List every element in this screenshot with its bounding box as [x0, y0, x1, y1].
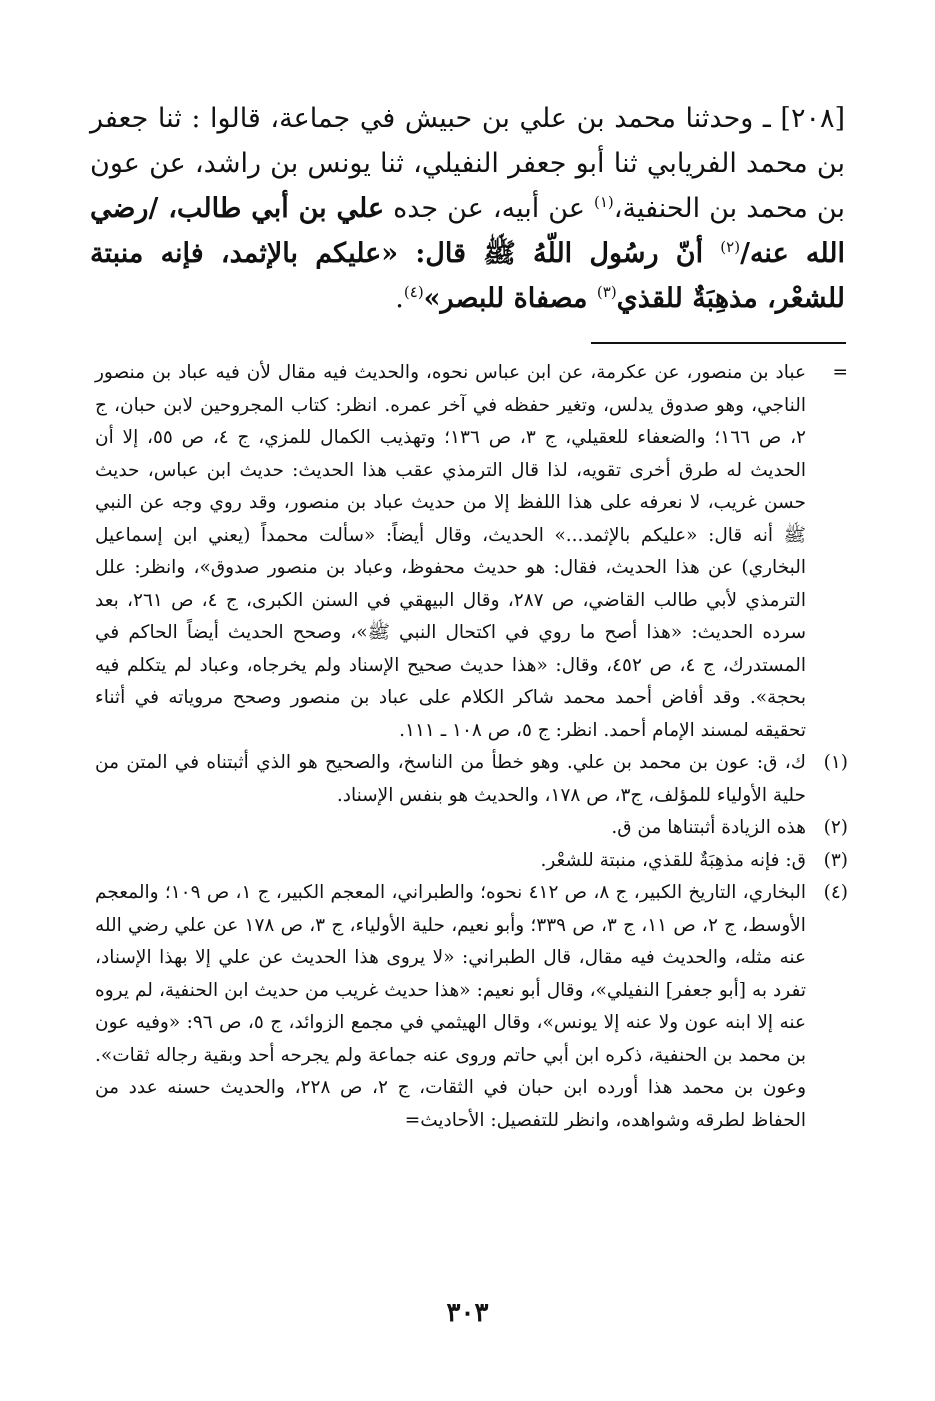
footnote-text: ق: فإنه مذهِبَةٌ للقذي، منبتة للشعْر.: [540, 849, 806, 871]
hadith-intro: [٢٠٨] ـ وحدثنا محمد بن علي بن حبيش في جماعة، قالوا : ثنا جعفر بن محمد الفريابي ثنا أبو جعفر النفيلي، ثنا يونس بن راشد، عن عون بن محمد بن الحنفية،: [90, 103, 845, 224]
footnote-text: عباد بن منصور، عن عكرمة، عن ابن عباس نحوه، والحديث فيه مقال لأن فيه عباد بن منصور الناجي، وهو صدوق يدلس، وتغير حفظه في آخر عمره. انظر: كتاب المجروحين لابن حبان، ج ٢، ص ١٦٦؛ والضعفاء للعقيلي، ج ٣، ص ١٣٦؛ وتهذيب الكمال للمزي، ج ٤، ص ٥٥، إلا أن الحديث له طرق أخرى تقويه، لذا قال الترمذي عقب هذا الحديث: حديث ابن عباس، حديث حسن غريب، لا نعرفه على هذا اللفظ إلا من حديث عباد بن منصور، وقد روي وجه عن النبي ﷺ أنه قال: «عليكم بالإثمد...» الحديث، وقال أيضاً: «سألت محمداً (يعني ابن إسماعيل البخاري) عن هذا الحديث، فقال: هو حديث محفوظ، وعباد بن منصور صدوق»، وانظر: علل الترمذي لأبي طالب القاضي، ص ٢٨٧، وقال البيهقي في السنن الكبرى، ج ٤، ص ٢٦١، بعد سرده الحديث: «هذا أصح ما روي في اكتحال النبي ﷺ»، وصحح الحديث أيضاً الحاكم في المستدرك، ج ٤، ص ٤٥٢، وقال: «هذا حديث صحيح الإسناد ولم يخرجاه، وعباد لم يتكلم فيه بحجة». وقد أفاض أحمد محمد شاكر الكلام على عباد بن منصور وصحح مروياته في أثناء تحقيقه لمسند الإمام أحمد. انظر: ج ٥، ص ١٠٨ ـ ١١١.: [95, 362, 807, 741]
footnote-marker: (٢): [823, 817, 848, 838]
footnote-ref-3[interactable]: (٣): [596, 283, 617, 301]
hadith-chain-end: عن أبيه، عن جده: [384, 193, 594, 224]
footnote-ref-4[interactable]: (٤): [403, 283, 424, 301]
footnote-marker: (٤): [823, 882, 848, 903]
footnote-marker: =: [832, 362, 848, 383]
hadith-text: [90, 96, 845, 321]
footnote-separator: [591, 342, 846, 344]
footnote-4: [95, 877, 848, 1137]
hadith-period: .: [395, 283, 404, 314]
hadith-matn: أنّ رسُول اللّهُ ﷺ قال: «عليكم بالإثمد، فإنه منبتة للشعْر، مذهِبَةٌ للقذي: [90, 238, 845, 314]
footnote-1: [95, 747, 848, 812]
footnote-marker: (١): [823, 752, 848, 773]
hadith-matn-end: مصفاة للبصر»: [423, 283, 597, 314]
footnote-marker: (٣): [823, 849, 848, 871]
narrator-name: علي بن أبي طالب، /رضي الله عنه/: [90, 193, 845, 269]
page-number: ٣٠٣: [446, 1298, 489, 1328]
footnote-text: ك، ق: عون بن محمد بن علي. وهو خطأ من الناسخ، والصحيح هو الذي أثبتناه في المتن من حلية الأولياء للمؤلف، ج٣، ص ١٧٨، والحديث هو بنفس الإسناد.: [95, 752, 806, 806]
footnote-text: هذه الزيادة أثبتناها من ق.: [611, 817, 806, 838]
footnote-text: البخاري، التاريخ الكبير، ج ٨، ص ٤١٢ نحوه؛ والطبراني، المعجم الكبير، ج ١، ص ١٠٩؛ والمعجم الأوسط، ج ٢، ص ١١، ج ٣، ص ٣٣٩؛ وأبو نعيم، حلية الأولياء، ج ٣، ص ١٧٨ عن علي رضي الله عنه مثله، والحديث فيه مقال، قال الطبراني: «لا يروى هذا الحديث عن علي إلا بهذا الإسناد، تفرد به [أبو جعفر] النفيلي»، وقال أبو نعيم: «هذا حديث غريب من حديث ابن الحنفية، لم يروه عنه إلا ابنه عون ولا عنه إلا يونس»، وقال الهيثمي في مجمع الزوائد، ج ٥، ص ٩٦: «وفيه عون بن محمد بن الحنفية، ذكره ابن أبي حاتم وروى عنه جماعة ولم يجرحه أحد وبقية رجاله ثقات». وعون بن محمد هذا أورده ابن حبان في الثقات، ج ٢، ص ٢٢٨، والحديث حسنه عدد من الحفاظ لطرقه وشواهده، وانظر للتفصيل: الأحاديث=: [95, 882, 807, 1131]
footnote-ref-1[interactable]: (١): [593, 193, 614, 211]
footnote-continuation: [95, 357, 848, 747]
footnotes-section: [95, 357, 848, 1137]
footnote-ref-2[interactable]: (٢): [720, 238, 741, 256]
footnote-2: [95, 812, 848, 845]
footnote-3: [95, 845, 848, 878]
